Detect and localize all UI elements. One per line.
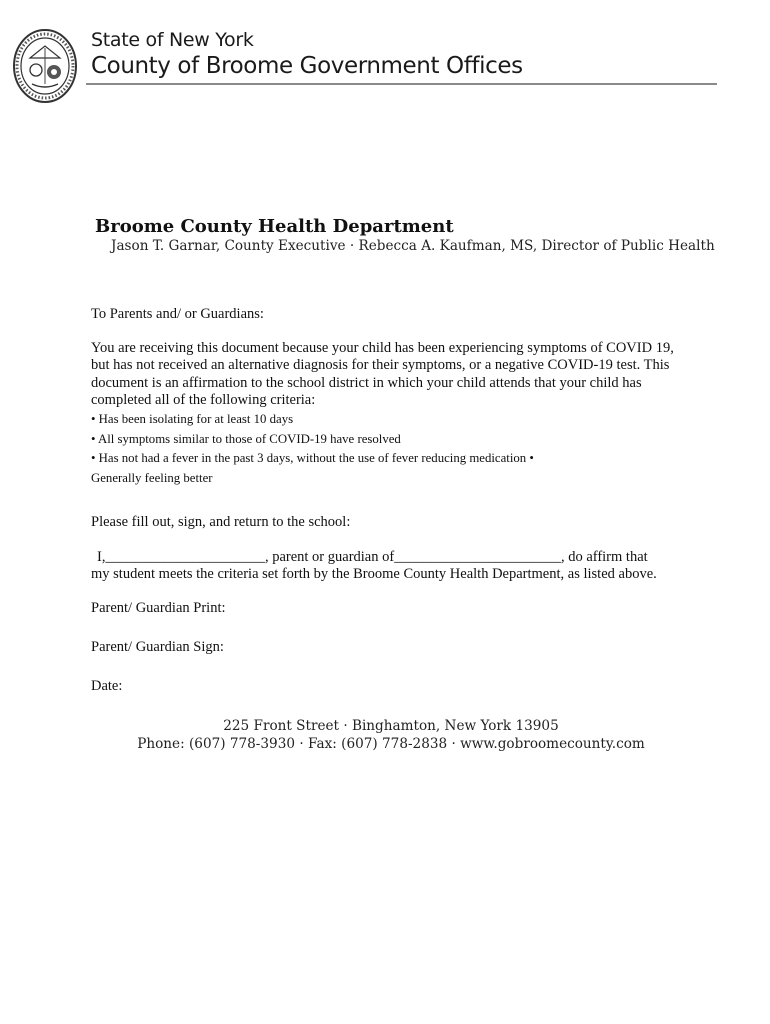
affirmation-statement	[91, 549, 711, 584]
state-name: State of New York	[91, 29, 254, 51]
letter-body: You are receiving this document because your child has been experiencing symptoms of COVID 19, but has not received an alternative diagnosis for their symptoms, or a negative COVID-19 test. This document is an affirmation to the school district in which your child attends that your child has completed all of the following criteria:	[91, 340, 674, 409]
affirmation-line-1: I,______________________, parent or guardian of_______________________, do affirm that	[97, 549, 648, 565]
footer-contact: Phone: (607) 778-3930 · Fax: (607) 778-2838 · www.gobroomecounty.com	[137, 736, 645, 752]
criteria-list	[91, 410, 691, 488]
criteria-item: Generally feeling better	[91, 470, 213, 485]
header-divider	[86, 83, 717, 85]
criteria-item: • All symptoms similar to those of COVID-19 have resolved	[91, 431, 401, 446]
county-seal-logo	[12, 28, 78, 104]
criteria-item: • Has not had a fever in the past 3 days, without the use of fever reducing medication •	[91, 451, 534, 465]
footer-address: 225 Front Street · Binghamton, New York 13905	[223, 718, 559, 734]
fill-instruction: Please fill out, sign, and return to the school:	[91, 514, 351, 530]
county-offices-name: County of Broome Government Offices	[91, 53, 523, 79]
guardian-print-label: Parent/ Guardian Print:	[91, 600, 226, 616]
guardian-sign-label: Parent/ Guardian Sign:	[91, 639, 224, 655]
date-label: Date:	[91, 678, 123, 694]
footer	[0, 717, 770, 753]
salutation: To Parents and/ or Guardians:	[91, 306, 264, 322]
criteria-item: • Has been isolating for at least 10 days	[91, 412, 294, 426]
officials-line: Jason T. Garnar, County Executive · Rebecca A. Kaufman, MS, Director of Public Health	[111, 238, 715, 254]
department-name: Broome County Health Department	[95, 216, 454, 237]
org-title	[91, 31, 523, 78]
affirmation-line-2: my student meets the criteria set forth by the Broome County Health Department, as listed above.	[91, 566, 657, 583]
